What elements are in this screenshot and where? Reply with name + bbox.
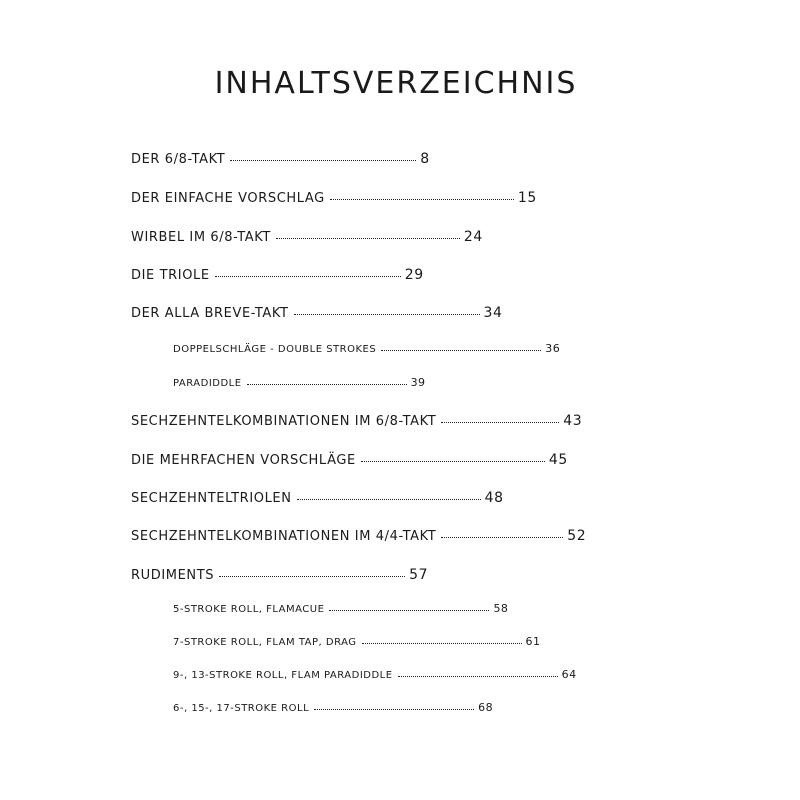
toc-entry [131,490,504,506]
dot-leader [381,350,541,351]
toc-entry-page: 24 [463,229,483,245]
dot-leader [398,676,558,677]
dot-leader [230,160,416,161]
toc-entry-label: DIE MEHRFACHEN VORSCHLÄGE [131,453,356,468]
toc-entry [131,567,428,583]
toc-entry-label: WIRBEL IM 6/8-TAKT [131,230,271,245]
dot-leader [314,709,474,710]
toc-entry [131,528,586,544]
toc-entry-label: 9-, 13-STROKE ROLL, FLAM PARADIDDLE [173,670,393,681]
toc-entry-page: 36 [545,342,561,355]
dot-leader [215,276,401,277]
toc-entry-label: PARADIDDLE [173,378,242,389]
toc-entry-label: 7-STROKE ROLL, FLAM TAP, DRAG [173,637,357,648]
toc-entry-label: DER 6/8-TAKT [131,152,226,167]
toc-entry-page: 57 [409,567,429,583]
toc-entry-page: 34 [483,305,503,321]
toc-entry-page: 68 [478,701,494,714]
toc-entry [131,413,582,429]
toc-entry [131,229,483,245]
toc-entry-page: 64 [561,668,577,681]
toc-entry [131,452,568,468]
toc-entry-page: 29 [404,267,424,283]
toc-title: INHALTSVERZEICHNIS [214,66,578,101]
toc-entry-label: SECHZEHNTELKOMBINATIONEN IM 6/8-TAKT [131,414,437,429]
toc-entry-page: 52 [567,528,587,544]
toc-entry-label: DER EINFACHE VORSCHLAG [131,191,325,206]
toc-entry-page: 8 [420,151,430,167]
toc-entry-label: SECHZEHNTELTRIOLEN [131,491,292,506]
toc-entry-page: 15 [517,190,537,206]
dot-leader [247,384,407,385]
dot-leader [441,537,563,538]
dot-leader [276,238,460,239]
toc-entry [131,190,537,206]
toc-entry-label: DOPPELSCHLÄGE - DOUBLE STROKES [173,344,377,355]
toc-entry-label: DIE TRIOLE [131,268,210,283]
dot-leader [294,314,480,315]
toc-entry-page: 48 [484,490,504,506]
dot-leader [297,499,481,500]
toc-subentry [173,376,426,389]
toc-entry-page: 43 [563,413,583,429]
toc-entry [131,151,430,167]
toc-entry-label: 5-STROKE ROLL, FLAMACUE [173,604,325,615]
toc-entry-label: DER ALLA BREVE-TAKT [131,306,289,321]
toc-entry-label: SECHZEHNTELKOMBINATIONEN IM 4/4-TAKT [131,529,437,544]
toc-entry-page: 58 [493,602,509,615]
dot-leader [330,199,514,200]
dot-leader [441,422,559,423]
toc-subentry [173,701,493,714]
toc-entry-label: RUDIMENTS [131,568,215,583]
toc-entry-label: 6-, 15-, 17-STROKE ROLL [173,703,310,714]
toc-subentry [173,668,577,681]
toc-entry-page: 45 [548,452,568,468]
toc-subentry [173,342,560,355]
dot-leader [329,610,489,611]
dot-leader [219,576,405,577]
dot-leader [361,461,545,462]
dot-leader [362,643,522,644]
toc-subentry [173,602,508,615]
toc-entry [131,305,503,321]
toc-entry-page: 61 [525,635,541,648]
toc-subentry [173,635,541,648]
toc-entry [131,267,424,283]
toc-entry-page: 39 [410,376,426,389]
